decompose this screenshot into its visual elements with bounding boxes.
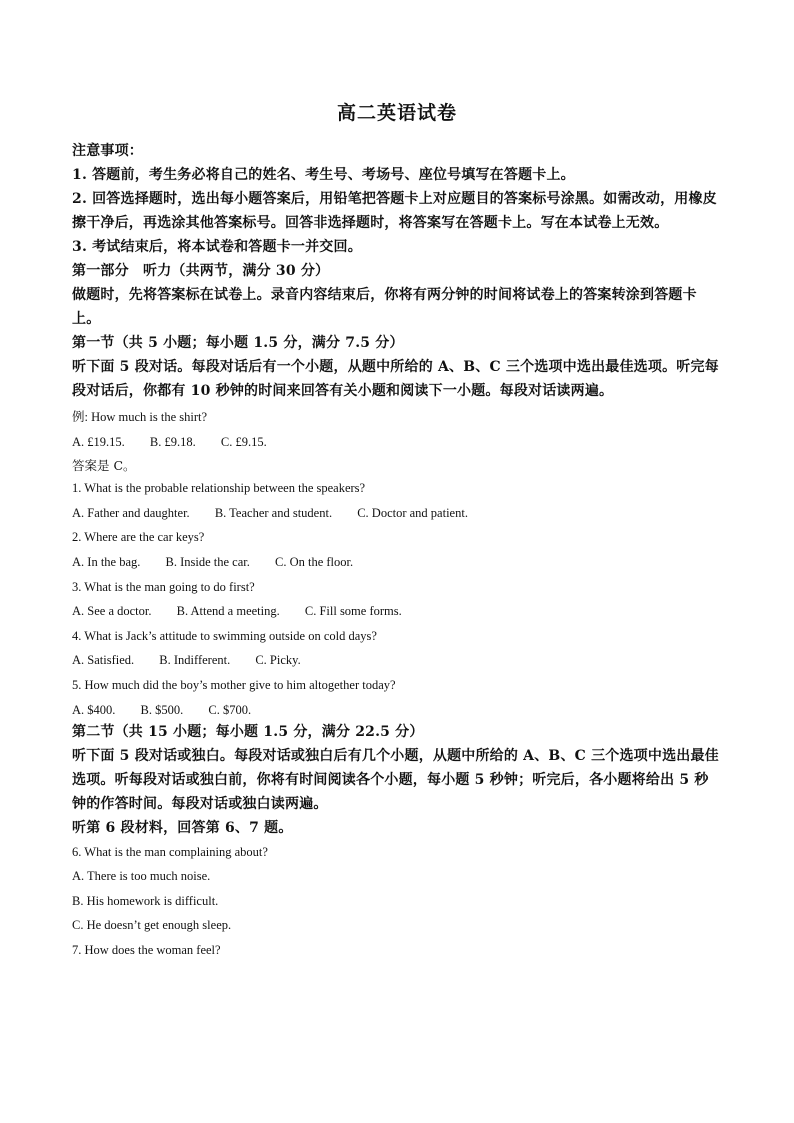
option-a: A. See a doctor.: [72, 604, 152, 619]
example-answer: 答案是 C。: [72, 458, 136, 474]
option-c: C. Fill some forms.: [304, 604, 402, 619]
question-2-options: [72, 554, 722, 570]
question-2: 2. Where are the car keys?: [72, 530, 205, 545]
page-title: 高二英语试卷: [336, 102, 457, 124]
question-4: 4. What is Jack’s attitude to swimming outside on cold days?: [72, 628, 377, 643]
question-4-options: [72, 652, 722, 668]
section1-heading: 第一节（共 5 小题；每小题 1.5 分，满分 7.5 分）: [72, 335, 404, 351]
option-c: C. Picky.: [255, 653, 301, 668]
part1-heading: 第一部分 听力（共两节，满分 30 分）: [72, 263, 330, 279]
option-b: B. Teacher and student.: [214, 505, 333, 520]
notice-item-2: 2. 回答选择题时，选出每小题答案后，用铅笔把答题卡上对应题目的答案标号涂黑。如需改动，用橡皮擦干净后，再选涂其他答案标号。回答非选择题时，将答案写在答题卡上。写在本试卷上无效。: [72, 191, 717, 231]
question-3: 3. What is the man going to do first?: [72, 579, 255, 594]
option-a: A. $400.: [72, 702, 116, 717]
option-c: C. Doctor and patient.: [357, 505, 468, 520]
exam-page: [72, 98, 722, 967]
notice-item-1: 1. 答题前，考生务必将自己的姓名、考生号、考场号、座位号填写在答题卡上。: [72, 167, 575, 183]
notice-item-3: 3. 考试结束后，将本试卷和答题卡一并交回。: [72, 239, 362, 255]
question-5: 5. How much did the boy’s mother give to him altogether today?: [72, 677, 396, 692]
question-6-option-a: A. There is too much noise.: [72, 869, 211, 884]
question-1-options: [72, 505, 722, 521]
option-a: A. In the bag.: [72, 554, 141, 569]
option-c: C. $700.: [208, 702, 252, 717]
option-a: A. £19.15.: [72, 434, 125, 449]
question-7: 7. How does the woman feel?: [72, 942, 221, 957]
example-options: [72, 434, 722, 450]
section2-instruction: 听下面 5 段对话或独白。每段对话或独白后有几个小题，从题中所给的 A、B、C 三个选项中选出最佳选项。听每段对话或独白前，你将有时间阅读各个小题，每小题 5 秒钟；听完后，各小题将给出 5 秒钟的作答时间。每段对话或独白读两遍。: [72, 747, 719, 812]
question-5-options: [72, 702, 722, 718]
question-6: 6. What is the man complaining about?: [72, 844, 268, 859]
option-c: C. On the floor.: [275, 554, 354, 569]
question-6-option-b: B. His homework is difficult.: [72, 893, 219, 908]
material-note: 听第 6 段材料，回答第 6、7 题。: [72, 819, 293, 836]
option-b: B. £9.18.: [149, 434, 196, 449]
section1-instruction: 听下面 5 段对话。每段对话后有一个小题，从题中所给的 A、B、C 三个选项中选出最佳选项。听完每段对话后，你都有 10 秒钟的时间来回答有关小题和阅读下一小题。每段对话读两遍。: [72, 359, 719, 399]
section2-heading: 第二节（共 15 小题；每小题 1.5 分，满分 22.5 分）: [72, 723, 424, 740]
option-b: B. $500.: [140, 702, 184, 717]
part1-instruction: 做题时，先将答案标在试卷上。录音内容结束后，你将有两分钟的时间将试卷上的答案转涂到答题卡上。: [72, 287, 697, 327]
option-b: B. Attend a meeting.: [176, 604, 280, 619]
notice-heading: 注意事项：: [72, 143, 143, 159]
option-c: C. £9.15.: [220, 434, 267, 449]
question-6-option-c: C. He doesn’t get enough sleep.: [72, 918, 232, 933]
option-b: B. Inside the car.: [165, 554, 250, 569]
example-question: 例: How much is the shirt?: [72, 410, 208, 424]
question-3-options: [72, 603, 722, 619]
question-1: 1. What is the probable relationship between the speakers?: [72, 481, 366, 496]
option-a: A. Satisfied.: [72, 653, 135, 668]
option-b: B. Indifferent.: [159, 653, 231, 668]
option-a: A. Father and daughter.: [72, 505, 190, 520]
